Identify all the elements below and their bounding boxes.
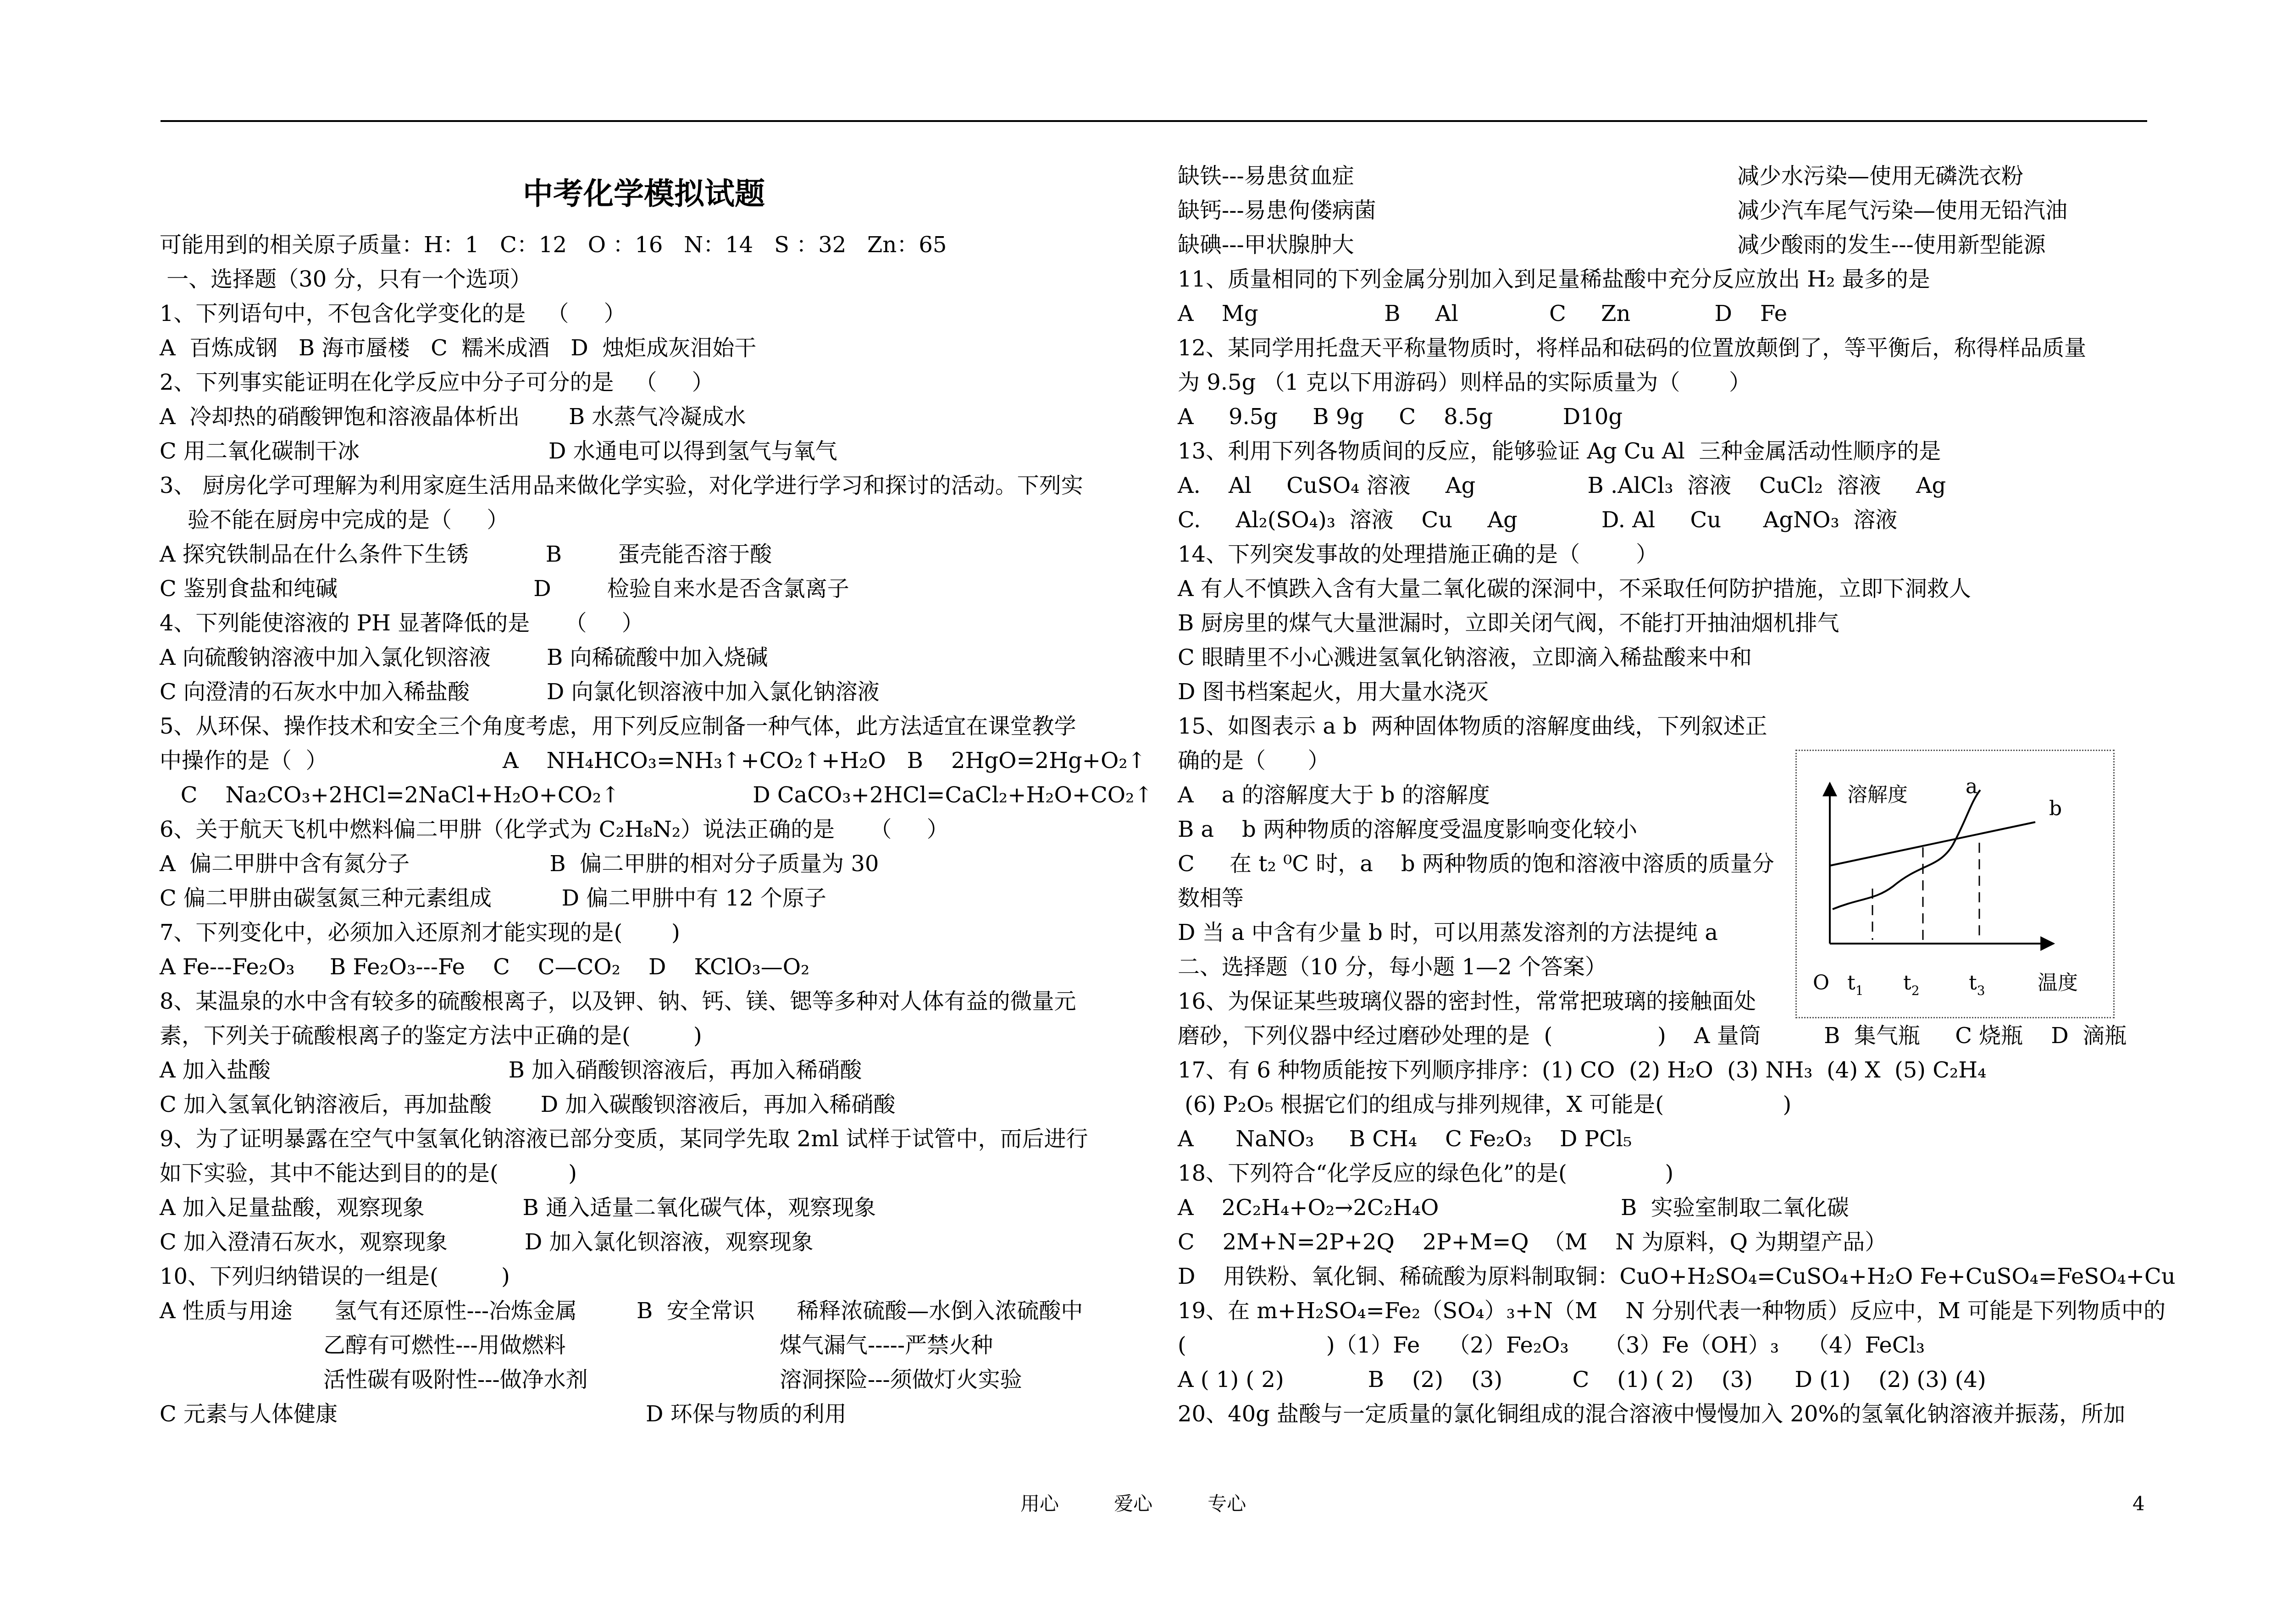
question-17-line-1: 17、有 6 种物质能按下列顺序排序：(1) CO (2) H₂O (3) NH₃ (4) X (5) C₂H₄ [1178, 1057, 1987, 1083]
curve-a-label: a [1966, 775, 1978, 798]
question-1-options: A 百炼成钢 B 海市蜃楼 C 糯米成酒 D 烛炬成灰泪始干 [160, 335, 757, 361]
question-18: 18、下列符合“化学反应的绿色化”的是( ) [1178, 1160, 1674, 1186]
q10-c-item-3: 缺碘---甲状腺肿大 [1178, 232, 1354, 258]
footer-slogan: 用心 爱心 专心 [1020, 1492, 1246, 1515]
question-3-options-cd: C 鉴别食盐和纯碱 D 检验自来水是否含氯离子 [160, 576, 849, 602]
question-9-line-2: 如下实验，其中不能达到目的的是( ) [160, 1160, 577, 1186]
question-10-a-1: A 性质与用途 氢气有还原性---冶炼金属 [160, 1298, 577, 1324]
question-15-line-1: 15、如图表示 a b 两种固体物质的溶解度曲线，下列叙述正 [1178, 713, 1767, 739]
question-7-options: A Fe---Fe₂O₃ B Fe₂O₃---Fe C C—CO₂ D KClO₃—O₂ [160, 954, 810, 980]
atomic-mass-line: 可能用到的相关原子质量：H：1 C：12 O ：16 N：14 S ：32 Zn：65 [160, 232, 947, 258]
question-9-options-ab: A 加入足量盐酸，观察现象 B 通入适量二氧化碳气体，观察现象 [160, 1195, 876, 1221]
question-15-option-a: A a 的溶解度大于 b 的溶解度 [1178, 782, 1490, 808]
question-9-line-1: 9、为了证明暴露在空气中氢氧化钠溶液已部分变质，某同学先取 2ml 试样于试管中，而后进行 [160, 1126, 1088, 1152]
question-13: 13、利用下列各物质间的反应，能够验证 Ag Cu Al 三种金属活动性顺序的是 [1178, 438, 1941, 464]
question-3-options-ab: A 探究铁制品在什么条件下生锈 B 蛋壳能否溶于酸 [160, 541, 772, 567]
question-8-line-2: 素，下列关于硫酸根离子的鉴定方法中正确的是( ) [160, 1023, 702, 1049]
q10-c-item-2: 缺钙---易患佝偻病菌 [1178, 198, 1376, 223]
question-7: 7、下列变化中，必须加入还原剂才能实现的是( ) [160, 920, 680, 945]
y-axis-label: 溶解度 [1847, 783, 1908, 806]
question-3-line-1: 3、 厨房化学可理解为利用家庭生活用品来做化学实验，对化学进行学习和探讨的活动。下列实 [160, 473, 1083, 498]
question-5-line-3: C Na₂CO₃+2HCl=2NaCl+H₂O+CO₂↑ D CaCO₃+2HCl=CaCl₂+H₂O+CO₂↑ [160, 782, 1153, 808]
question-15-option-d: D 当 a 中含有少量 b 时，可以用蒸发溶剂的方法提纯 a [1178, 920, 1718, 945]
page-title: 中考化学模拟试题 [523, 176, 765, 211]
curve-b-label: b [2049, 797, 2062, 820]
question-1: 1、下列语句中，不包含化学变化的是 （ ） [160, 301, 626, 326]
question-12-line-2: 为 9.5g （1 克以下用游码）则样品的实际质量为（ ） [1178, 370, 1751, 395]
question-11-options: A Mg B Al C Zn D Fe [1178, 301, 1788, 326]
question-17-line-2: (6) P₂O₅ 根据它们的组成与排列规律，X 可能是( ) [1178, 1092, 1792, 1117]
t3-label: $t_3$ [1969, 971, 1985, 998]
section-1-heading: 一、选择题（30 分，只有一个选项） [160, 266, 532, 292]
question-20: 20、40g 盐酸与一定质量的氯化铜组成的混合溶液中慢慢加入 20%的氢氧化钠溶液并振荡，所加 [1178, 1401, 2126, 1427]
question-14-option-a: A 有人不慎跌入含有大量二氧化碳的深洞中，不采取任何防护措施，立即下洞救人 [1178, 576, 1971, 602]
question-8-options-cd: C 加入氢氧化钠溶液后，再加盐酸 D 加入碳酸钡溶液后，再加入稀硝酸 [160, 1092, 896, 1117]
question-8-options-ab: A 加入盐酸 B 加入硝酸钡溶液后，再加入稀硝酸 [160, 1057, 862, 1083]
question-2-options-ab: A 冷却热的硝酸钾饱和溶液晶体析出 B 水蒸气冷凝成水 [160, 404, 746, 430]
t2-label: $t_2$ [1903, 971, 1920, 998]
question-19-line-2: ( )（1）Fe （2）Fe₂O₃ （3）Fe（OH）₃ （4）FeCl₃ [1178, 1332, 1925, 1358]
question-10-a-2: 乙醇有可燃性---用做燃料 [323, 1332, 566, 1358]
question-10-a-3: 活性碳有吸附性---做净水剂 [323, 1367, 588, 1392]
question-13-options-cd: C. Al₂(SO₄)₃ 溶液 Cu Ag D. Al Cu AgNO₃ 溶液 [1178, 507, 1898, 533]
question-5-line-1: 5、从环保、操作技术和安全三个角度考虑，用下列反应制备一种气体，此方法适宜在课堂教学 [160, 713, 1076, 739]
section-2-heading: 二、选择题（10 分，每小题 1—2 个答案） [1178, 954, 1607, 980]
q10-d-item-3: 减少酸雨的发生---使用新型能源 [1737, 232, 2046, 258]
question-4: 4、下列能使溶液的 PH 显著降低的是 （ ） [160, 610, 644, 636]
question-15-option-c-1: C 在 t₂ ⁰C 时，a b 两种物质的饱和溶液中溶质的质量分 [1178, 851, 1774, 877]
question-2: 2、下列事实能证明在化学反应中分子可分的是 （ ） [160, 370, 714, 395]
question-15-option-c-2: 数相等 [1178, 885, 1244, 911]
question-10-d-heading: D 环保与物质的利用 [646, 1401, 847, 1427]
question-18-options-ab: A 2C₂H₄+O₂→2C₂H₄O B 实验室制取二氧化碳 [1178, 1195, 1849, 1221]
question-14-option-b: B 厨房里的煤气大量泄漏时，立即关闭气阀，不能打开抽油烟机排气 [1178, 610, 1839, 636]
page-number: 4 [2132, 1492, 2145, 1515]
question-5-line-2: 中操作的是（ ） A NH₄HCO₃=NH₃↑+CO₂↑+H₂O B 2HgO=2Hg+O₂↑ [160, 748, 1146, 773]
question-6: 6、关于航天飞机中燃料偏二甲肼（化学式为 C₂H₈N₂）说法正确的是 （ ） [160, 817, 949, 842]
curve-b [1830, 822, 2035, 866]
question-12-line-1: 12、某同学用托盘天平称量物质时，将样品和砝码的位置放颠倒了，等平衡后，称得样品质量 [1178, 335, 2087, 361]
question-13-options-ab: A. Al CuSO₄ 溶液 Ag B .AlCl₃ 溶液 CuCl₂ 溶液 Ag [1178, 473, 1946, 498]
header-rule [161, 120, 2147, 122]
question-19-options: A ( 1) ( 2) B (2) (3) C (1) ( 2) (3) D (1) (2) (3) (4) [1178, 1367, 1986, 1392]
question-6-options-ab: A 偏二甲肼中含有氮分子 B 偏二甲肼的相对分子质量为 30 [160, 851, 879, 877]
question-16-line-2: 磨砂，下列仪器中经过磨砂处理的是 ( ) A 量筒 B 集气瓶 C 烧瓶 D 滴瓶 [1178, 1023, 2127, 1049]
question-4-options-cd: C 向澄清的石灰水中加入稀盐酸 D 向氯化钡溶液中加入氯化钠溶液 [160, 679, 880, 705]
question-12-options: A 9.5g B 9g C 8.5g D10g [1178, 404, 1623, 430]
question-6-options-cd: C 偏二甲肼由碳氢氮三种元素组成 D 偏二甲肼中有 12 个原子 [160, 885, 826, 911]
question-10-b-1: B 安全常识 稀释浓硫酸—水倒入浓硫酸中 [637, 1298, 1083, 1324]
question-10-c-heading: C 元素与人体健康 [160, 1401, 338, 1427]
question-11: 11、质量相同的下列金属分别加入到足量稀盐酸中充分反应放出 H₂ 最多的是 [1178, 266, 1930, 292]
question-15-line-2: 确的是（ ） [1178, 748, 1330, 773]
question-14: 14、下列突发事故的处理措施正确的是（ ） [1178, 541, 1658, 567]
question-14-option-c: C 眼睛里不小心溅进氢氧化钠溶液，立即滴入稀盐酸来中和 [1178, 645, 1752, 670]
question-10: 10、下列归纳错误的一组是( ) [160, 1264, 510, 1289]
q10-c-item-1: 缺铁---易患贫血症 [1178, 163, 1354, 189]
question-10-b-2: 煤气漏气-----严禁火种 [780, 1332, 993, 1358]
t1-label: $t_1$ [1847, 971, 1864, 998]
question-18-option-c: C 2M+N=2P+2Q 2P+M=Q （M N 为原料，Q 为期望产品） [1178, 1229, 1887, 1255]
question-16-line-1: 16、为保证某些玻璃仪器的密封性，常常把玻璃的接触面处 [1178, 989, 1756, 1014]
x-axis-label: 温度 [2038, 971, 2078, 994]
question-19-line-1: 19、在 m+H₂SO₄=Fe₂（SO₄）₃+N（M N 分别代表一种物质）反应中，M 可能是下列物质中的 [1178, 1298, 2166, 1324]
question-17-options: A NaNO₃ B CH₄ C Fe₂O₃ D PCl₅ [1178, 1126, 1632, 1152]
question-8-line-1: 8、某温泉的水中含有较多的硫酸根离子，以及钾、钠、钙、镁、锶等多种对人体有益的微量元 [160, 989, 1076, 1014]
question-14-option-d: D 图书档案起火，用大量水浇灭 [1178, 679, 1489, 705]
solubility-graph [1795, 750, 2115, 1018]
question-15-option-b: B a b 两种物质的溶解度受温度影响变化较小 [1178, 817, 1638, 842]
q10-d-item-2: 减少汽车尾气污染—使用无铅汽油 [1737, 198, 2068, 223]
question-18-option-d: D 用铁粉、氧化铜、稀硫酸为原料制取铜：CuO+H₂SO₄=CuSO₄+H₂O Fe+CuSO₄=FeSO₄+Cu [1178, 1264, 2176, 1289]
origin-label: O [1813, 971, 1830, 994]
question-4-options-ab: A 向硫酸钠溶液中加入氯化钡溶液 B 向稀硫酸中加入烧碱 [160, 645, 768, 670]
question-3-line-2: 验不能在厨房中完成的是（ ） [160, 507, 509, 533]
question-10-b-3: 溶洞探险---须做灯火实验 [780, 1367, 1022, 1392]
q10-d-item-1: 减少水污染—使用无磷洗衣粉 [1737, 163, 2024, 189]
solubility-graph-svg [1797, 751, 2113, 1017]
question-9-options-cd: C 加入澄清石灰水，观察现象 D 加入氯化钡溶液，观察现象 [160, 1229, 814, 1255]
question-2-options-cd: C 用二氧化碳制干冰 D 水通电可以得到氢气与氧气 [160, 438, 837, 464]
